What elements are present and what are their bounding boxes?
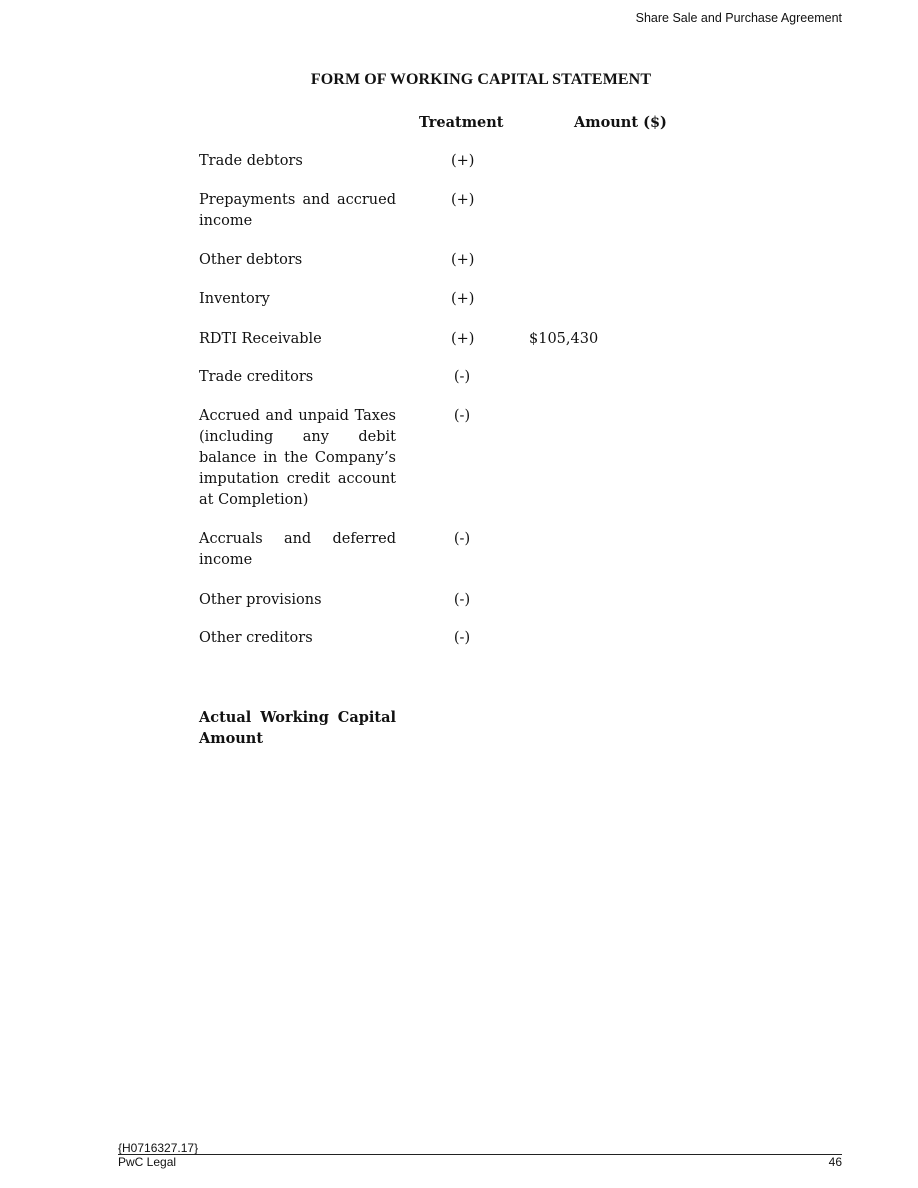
row-treatment: (-) <box>453 531 471 547</box>
row-treatment: (+) <box>451 153 475 169</box>
row-treatment: (-) <box>453 630 471 646</box>
row-label: Trade creditors <box>199 369 314 385</box>
row-label: RDTI Receivable <box>199 331 322 347</box>
row-treatment: (+) <box>451 192 475 208</box>
column-header-treatment: Treatment <box>419 114 504 131</box>
footer-doc-ref: {H0716327.17} <box>118 1141 199 1155</box>
row-label: Accrued and unpaid Taxes (including any debit balance in the Company’s imputation credit account at Completion) <box>199 408 396 508</box>
running-header: Share Sale and Purchase Agreement <box>635 11 842 25</box>
row-label: Inventory <box>199 291 270 307</box>
row-treatment: (+) <box>451 252 475 268</box>
row-label: Trade debtors <box>199 153 303 169</box>
row-treatment: (+) <box>451 331 475 347</box>
row-label: Other provisions <box>199 592 322 608</box>
row-amount: $105,430 <box>529 331 599 347</box>
row-treatment: (+) <box>451 291 475 307</box>
row-label: Accruals and deferred income <box>199 531 396 568</box>
row-label: Prepayments and accrued income <box>199 192 396 229</box>
footer-divider <box>118 1154 842 1155</box>
row-label: Other creditors <box>199 630 313 646</box>
page-title: FORM OF WORKING CAPITAL STATEMENT <box>310 71 652 88</box>
column-header-amount: Amount ($) <box>574 114 667 131</box>
page-number: 46 <box>828 1155 842 1169</box>
row-label: Other debtors <box>199 252 303 268</box>
row-treatment: (-) <box>453 369 471 385</box>
total-label: Actual Working Capital Amount <box>199 709 396 747</box>
row-treatment: (-) <box>453 408 471 424</box>
footer-firm: PwC Legal <box>118 1155 177 1169</box>
row-treatment: (-) <box>453 592 471 608</box>
